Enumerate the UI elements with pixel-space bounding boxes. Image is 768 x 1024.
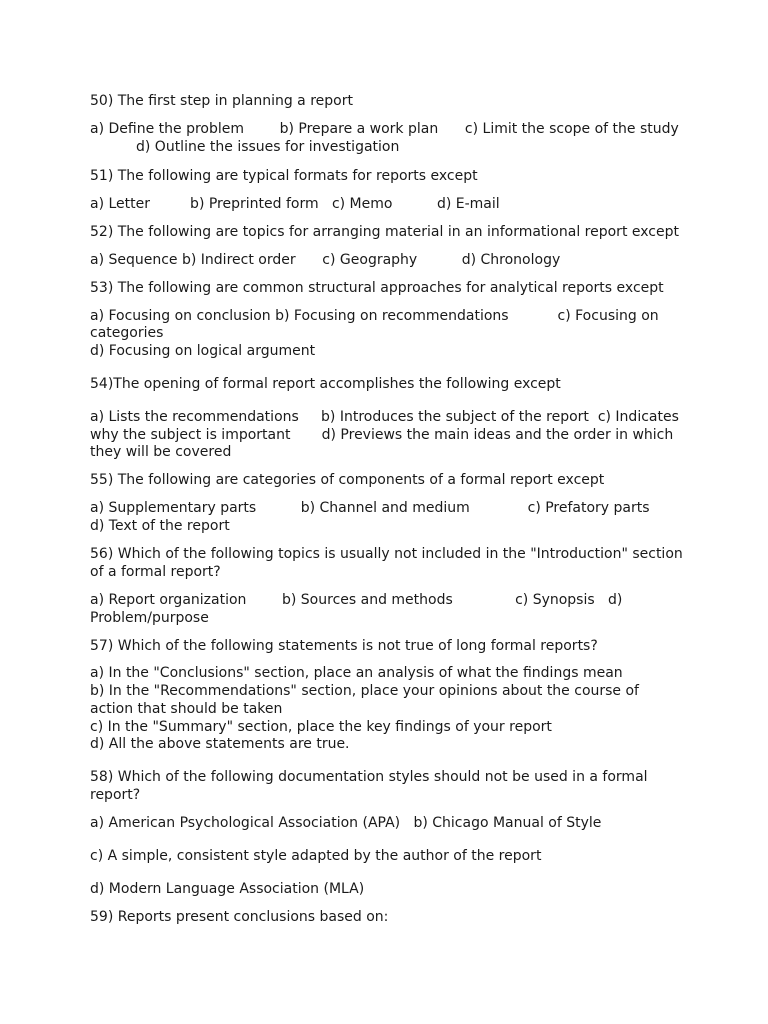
question-58-text-line-1: 58) Which of the following documentation styles should not be used in a formal [90,769,648,785]
question-55-options-line-1: a) Supplementary parts b) Channel and medium c) Prefatory parts [90,500,650,516]
question-56-options-line-2: Problem/purpose [90,610,209,626]
question-54-text: 54)The opening of formal report accomplishes the following except [90,376,561,392]
question-57-option-c: c) In the "Summary" section, place the key findings of your report [90,719,552,735]
question-52-text: 52) The following are topics for arranging material in an informational report except [90,224,679,240]
question-54-options-line-1: a) Lists the recommendations b) Introduces the subject of the report c) Indicates [90,409,679,425]
question-56-options-line-1: a) Report organization b) Sources and methods c) Synopsis d) [90,592,623,608]
question-52-options: a) Sequence b) Indirect order c) Geography d) Chronology [90,252,561,268]
question-56-text-line-1: 56) Which of the following topics is usually not included in the "Introduction" section [90,546,683,562]
question-57-option-b-line-2: action that should be taken [90,701,283,717]
question-51-text: 51) The following are typical formats for reports except [90,168,478,184]
question-58-option-c: c) A simple, consistent style adapted by the author of the report [90,848,542,864]
question-54-options-line-2: why the subject is important d) Previews the main ideas and the order in which [90,427,674,443]
question-53-text: 53) The following are common structural approaches for analytical reports except [90,280,664,296]
question-57-option-b-line-1: b) In the "Recommendations" section, place your opinions about the course of [90,683,639,699]
question-58-option-d: d) Modern Language Association (MLA) [90,881,365,897]
question-51-options: a) Letter b) Preprinted form c) Memo d) E-mail [90,196,500,212]
question-53-options-line-2: categories [90,325,164,341]
question-50-options-line-1: a) Define the problem b) Prepare a work plan c) Limit the scope of the study [90,121,679,137]
question-50-text: 50) The first step in planning a report [90,93,353,109]
question-57-text: 57) Which of the following statements is not true of long formal reports? [90,638,598,654]
question-50-options-line-2: d) Outline the issues for investigation [136,139,400,155]
question-54-options-line-3: they will be covered [90,444,232,460]
question-57-option-a: a) In the "Conclusions" section, place an analysis of what the findings mean [90,665,623,681]
question-59-text: 59) Reports present conclusions based on: [90,909,389,925]
question-58-options-ab: a) American Psychological Association (APA) b) Chicago Manual of Style [90,815,602,831]
question-55-text: 55) The following are categories of components of a formal report except [90,472,605,488]
question-57-option-d: d) All the above statements are true. [90,736,350,752]
question-55-options-line-2: d) Text of the report [90,518,230,534]
question-53-options-line-3: d) Focusing on logical argument [90,343,316,359]
question-56-text-line-2: of a formal report? [90,564,221,580]
question-53-options-line-1: a) Focusing on conclusion b) Focusing on recommendations c) Focusing on [90,308,659,324]
question-58-text-line-2: report? [90,787,141,803]
